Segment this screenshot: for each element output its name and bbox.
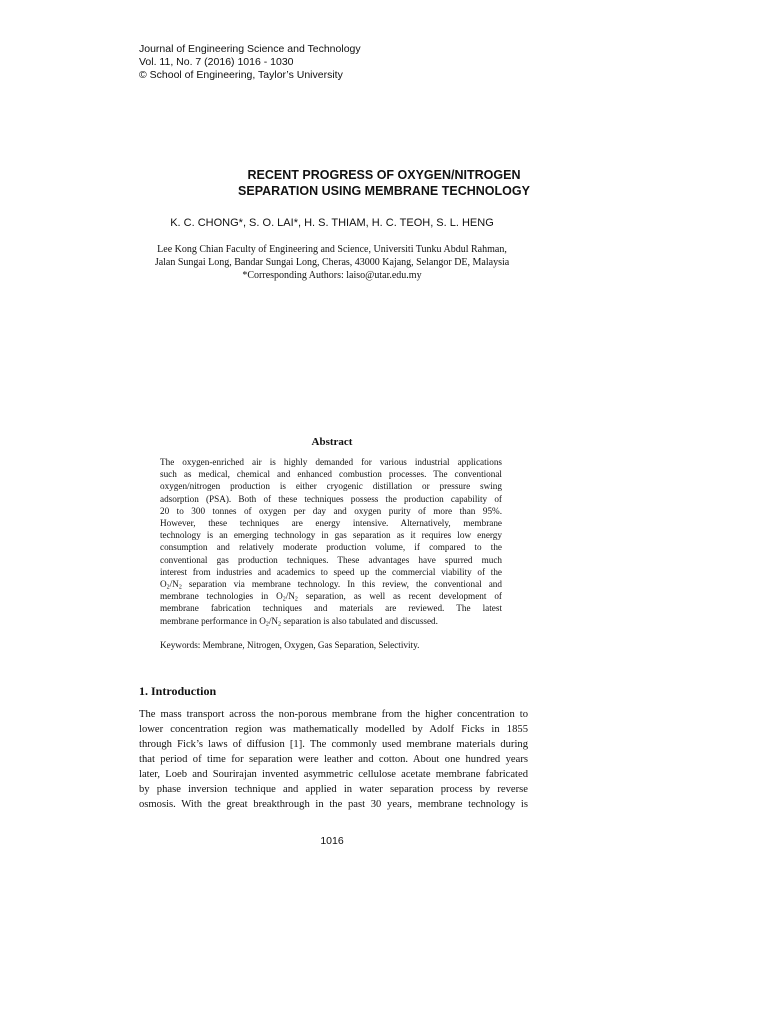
abstract-line-o2n2 (160, 615, 502, 627)
journal-header (139, 43, 361, 82)
paragraph-line: The mass transport across the non-porous membrane from the higher concentration to (139, 709, 528, 720)
slash-n-symbol: /N (169, 579, 179, 590)
abstract-line: conventional gas production techniques. These advantages have spurred much (160, 554, 502, 565)
abstract-line: consumption and relatively moderate production volume, if compared to the (160, 542, 502, 553)
abstract-line: 20 to 300 tonnes of oxygen per day and oxygen purity of more than 95%. (160, 505, 502, 516)
abstract-line-text: membrane technologies in O (160, 591, 283, 602)
abstract-line: such as medical, chemical and enhanced combustion processes. The conventional (160, 469, 502, 480)
abstract-line-o2n2 (160, 590, 502, 602)
page-number: 1016 (320, 835, 344, 847)
journal-name: Journal of Engineering Science and Technology (139, 43, 361, 55)
slash-n-symbol: /N (285, 591, 295, 602)
abstract-line-text: separation via membrane technology. In this review, the conventional and (181, 579, 502, 590)
affiliation-line-1: Lee Kong Chian Faculty of Engineering and Science, Universiti Tunku Abdul Rahman, (157, 244, 507, 255)
abstract-line: However, these techniques are energy intensive. Alternatively, membrane (160, 518, 502, 529)
introduction-body (139, 707, 528, 812)
paragraph-line: through Fick’s laws of diffusion [1]. The commonly used membrane materials during (139, 739, 528, 750)
author-list: K. C. CHONG*, S. O. LAI*, H. S. THIAM, H. C. TEOH, S. L. HENG (170, 217, 494, 229)
journal-volume: Vol. 11, No. 7 (2016) 1016 - 1030 (139, 56, 294, 68)
abstract-line: interest from industries and academics to speed up the commercial viability of the (160, 566, 502, 577)
abstract-line: The oxygen-enriched air is highly demanded for various industrial applications (160, 457, 502, 467)
paragraph-line: that period of time for separation were leather and cotton. About one hundred years (139, 754, 528, 765)
affiliation-block (0, 243, 664, 282)
abstract-line-text: separation, as well as recent development of (297, 591, 502, 602)
corresponding-author: *Corresponding Authors: laiso@utar.edu.my (242, 270, 422, 281)
abstract-body (160, 456, 502, 627)
paragraph-line: later, Loeb and Sourirajan invented asymmetric cellulose acetate membrane fabricated (139, 769, 528, 780)
subscript-2: 2 (294, 596, 298, 603)
abstract-line: membrane fabrication techniques and materials are reviewed. The latest (160, 603, 502, 614)
abstract-line: adsorption (PSA). Both of these techniques possess the production capability of (160, 493, 502, 504)
abstract-heading: Abstract (311, 436, 353, 448)
slash-n-symbol: /N (268, 615, 279, 626)
title-line-1: RECENT PROGRESS OF OXYGEN/NITROGEN (247, 168, 521, 182)
abstract-line-text: membrane performance in O (160, 615, 266, 626)
section-heading-introduction: 1. Introduction (139, 684, 217, 698)
paragraph-line: osmosis. With the great breakthrough in the past 30 years, membrane technology is (139, 799, 528, 810)
subscript-2: 2 (178, 584, 182, 591)
keywords: Keywords: Membrane, Nitrogen, Oxygen, Gas Separation, Selectivity. (160, 640, 420, 650)
subscript-2: 2 (282, 596, 286, 603)
journal-copyright: © School of Engineering, Taylor’s University (139, 69, 343, 81)
paragraph-line: by phase inversion technique and applied in water separation process by reverse (139, 784, 528, 795)
affiliation-line-2: Jalan Sungai Long, Bandar Sungai Long, Cheras, 43000 Kajang, Selangor DE, Malaysia (154, 257, 510, 268)
subscript-2: 2 (278, 621, 282, 628)
o-symbol: O (160, 579, 167, 590)
abstract-line: technology is an emerging technology in gas separation as it requires low energy (160, 530, 502, 541)
abstract-line-text: separation is also tabulated and discussed. (281, 615, 438, 626)
paper-title (0, 167, 768, 199)
abstract-line: oxygen/nitrogen production is either cryogenic distillation or pressure swing (160, 481, 502, 492)
title-line-2: SEPARATION USING MEMBRANE TECHNOLOGY (238, 184, 530, 198)
paragraph-line: lower concentration region was mathematically modelled by Adolf Ficks in 1855 (139, 724, 528, 735)
subscript-2: 2 (166, 584, 170, 591)
abstract-line-o2n2 (160, 578, 502, 590)
subscript-2: 2 (265, 621, 269, 628)
